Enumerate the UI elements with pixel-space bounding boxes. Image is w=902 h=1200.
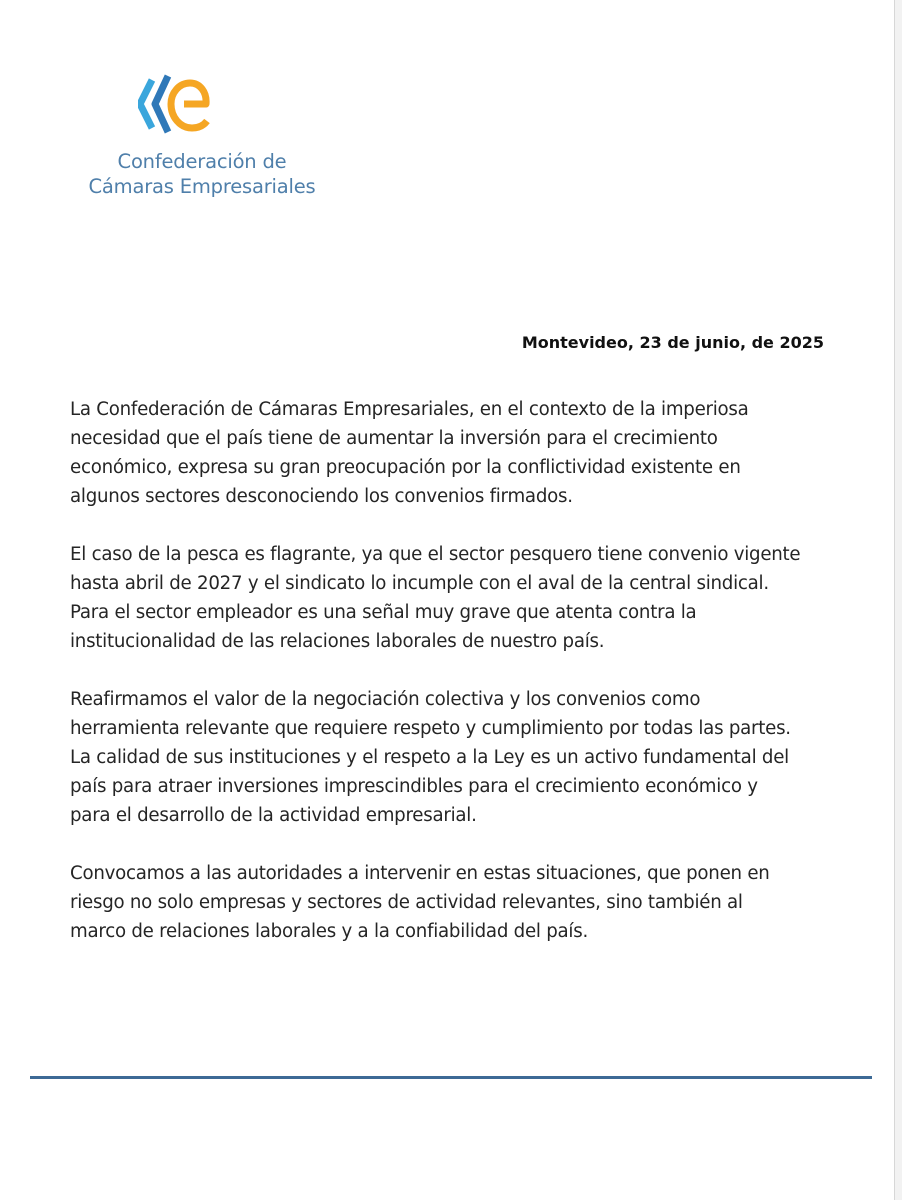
letter-body (70, 395, 840, 975)
cce-logo-icon (138, 66, 218, 142)
paragraph-2 (70, 540, 840, 656)
text-line: necesidad que el país tiene de aumentar la inversión para el crecimiento (70, 428, 718, 449)
paragraph-1 (70, 395, 840, 511)
text-line: algunos sectores desconociendo los convenios firmados. (70, 486, 573, 507)
text-line: Para el sector empleador es una señal muy grave que atenta contra la (70, 602, 697, 623)
organization-name (72, 149, 332, 199)
org-name-line-1: Confederación de (117, 150, 287, 173)
page-edge (895, 0, 902, 1200)
paragraph-4 (70, 859, 840, 946)
text-line: La calidad de sus instituciones y el respeto a la Ley es un activo fundamental del (70, 747, 789, 768)
text-line: Convocamos a las autoridades a intervenir en estas situaciones, que ponen en (70, 863, 770, 884)
letter-date: Montevideo, 23 de junio, de 2025 (521, 333, 824, 352)
text-line: país para atraer inversiones imprescindibles para el crecimiento económico y (70, 776, 758, 797)
footer-divider (30, 1076, 872, 1079)
text-line: Reafirmamos el valor de la negociación colectiva y los convenios como (70, 689, 701, 710)
text-line: económico, expresa su gran preocupación por la conflictividad existente en (70, 457, 741, 478)
paragraph-3 (70, 685, 840, 830)
text-line: herramienta relevante que requiere respeto y cumplimiento por todas las partes. (70, 718, 791, 739)
text-line: riesgo no solo empresas y sectores de actividad relevantes, sino también al (70, 892, 743, 913)
text-line: hasta abril de 2027 y el sindicato lo incumple con el aval de la central sindical. (70, 573, 769, 594)
text-line: marco de relaciones laborales y a la confiabilidad del país. (70, 921, 588, 942)
text-line: El caso de la pesca es flagrante, ya que el sector pesquero tiene convenio vigente (70, 544, 801, 565)
text-line: para el desarrollo de la actividad empresarial. (70, 805, 477, 826)
org-name-line-2: Cámaras Empresariales (88, 175, 316, 198)
text-line: institucionalidad de las relaciones laborales de nuestro país. (70, 631, 605, 652)
text-line: La Confederación de Cámaras Empresariales, en el contexto de la imperiosa (70, 399, 749, 420)
